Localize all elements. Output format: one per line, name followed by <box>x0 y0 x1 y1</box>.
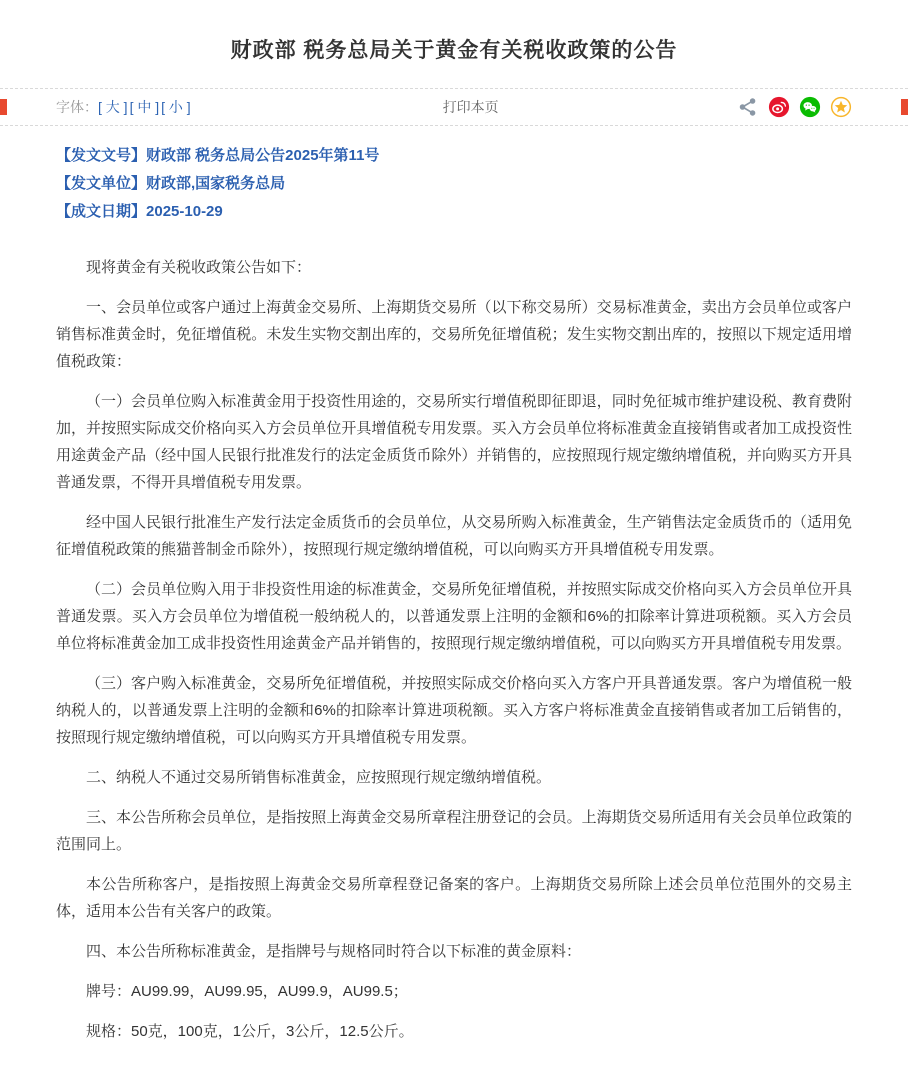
meta-issue-date-value: 2025-10-29 <box>146 203 223 221</box>
page-title: 财政部 税务总局关于黄金有关税收政策的公告 <box>230 39 678 63</box>
font-size-controls <box>56 97 193 117</box>
meta-doc-number <box>56 142 852 170</box>
paragraph: 规格：50克，100克，1公斤，3公斤，12.5公斤。 <box>86 1023 414 1041</box>
paragraph: （二）会员单位购入用于非投资性用途的标准黄金，交易所免征增值税，并按照实际成交价格向买入方会员单位开具普通发票。买入方会员单位为增值税一般纳税人的，以普通发票上注明的金额和6%的扣除率计算进项税额。买入方会员单位将标准黄金加工成非投资性用途黄金产品并销售的，按照现行规定缴纳增值税，可以向购买方开具增值税专用发票。 <box>56 581 852 653</box>
meta-issue-date-label: 【成文日期】 <box>56 203 147 221</box>
share-icon[interactable] <box>737 96 759 118</box>
meta-issuing-unit-label: 【发文单位】 <box>56 175 147 193</box>
font-size-medium-button[interactable]: [ 中 ] <box>129 99 160 116</box>
share-bar <box>737 96 852 118</box>
paragraph: （三）客户购入标准黄金，交易所免征增值税，并按照实际成交价格向买入方客户开具普通发票。客户为增值税一般纳税人的，以普通发票上注明的金额和6%的扣除率计算进项税额。买入方客户将标准黄金直接销售或者加工后销售的，按照现行规定缴纳增值税，可以向购买方开具增值税专用发票。 <box>56 675 852 747</box>
document-page <box>0 14 908 1078</box>
print-page-button[interactable]: 打印本页 <box>442 99 499 116</box>
right-edge-marker <box>901 99 908 115</box>
wechat-icon[interactable] <box>799 96 821 118</box>
star-icon[interactable] <box>830 96 852 118</box>
document-meta <box>0 126 908 226</box>
meta-doc-number-value: 财政部 税务总局公告2025年第11号 <box>146 147 380 165</box>
paragraph: 本公告所称客户，是指按照上海黄金交易所章程登记备案的客户。上海期货交易所除上述会员单位范围外的交易主体，适用本公告有关客户的政策。 <box>56 876 852 921</box>
paragraph: （一）会员单位购入标准黄金用于投资性用途的，交易所实行增值税即征即退，同时免征城市维护建设税、教育费附加，并按照实际成交价格向买入方会员单位开具增值税专用发票。买入方会员单位将标准黄金直接销售或者加工成投资性用途黄金产品（经中国人民银行批准发行的法定金质货币除外）并销售的，应按照现行规定缴纳增值税，并向购买方开具普通发票，不得开具增值税专用发票。 <box>56 393 852 492</box>
font-size-large-button[interactable]: [ 大 ] <box>98 99 128 116</box>
paragraph: 经中国人民银行批准生产发行法定金质货币的会员单位，从交易所购入标准黄金，生产销售法定金质货币的（适用免征增值税政策的熊猫普制金币除外），按照现行规定缴纳增值税，可以向购买方开具增值税专用发票。 <box>56 514 852 559</box>
meta-issuing-unit <box>56 170 852 198</box>
paragraph: 现将黄金有关税收政策公告如下： <box>86 259 312 277</box>
meta-doc-number-label: 【发文文号】 <box>56 147 147 165</box>
paragraph: 一、会员单位或客户通过上海黄金交易所、上海期货交易所（以下称交易所）交易标准黄金，卖出方会员单位或客户销售标准黄金时，免征增值税。未发生实物交割出库的，交易所免征增值税；发生实物交割出库的，按照以下规定适用增值税政策： <box>56 299 852 371</box>
font-size-small-button[interactable]: [ 小 ] <box>161 99 191 116</box>
toolbar <box>0 88 908 126</box>
paragraph: 二、纳税人不通过交易所销售标准黄金，应按照现行规定缴纳增值税。 <box>86 769 552 787</box>
paragraph: 牌号：AU99.99，AU99.95，AU99.9，AU99.5； <box>86 983 408 1001</box>
document-body <box>0 226 908 1078</box>
left-edge-marker <box>0 99 7 115</box>
paragraph: 四、本公告所称标准黄金，是指牌号与规格同时符合以下标准的黄金原料： <box>86 943 582 961</box>
meta-issue-date <box>56 198 852 226</box>
weibo-icon[interactable] <box>768 96 790 118</box>
font-size-label: 字体： <box>56 99 98 116</box>
meta-issuing-unit-value: 财政部,国家税务总局 <box>146 175 286 193</box>
paragraph: 三、本公告所称会员单位，是指按照上海黄金交易所章程注册登记的会员。上海期货交易所适用有关会员单位政策的范围同上。 <box>56 809 852 854</box>
